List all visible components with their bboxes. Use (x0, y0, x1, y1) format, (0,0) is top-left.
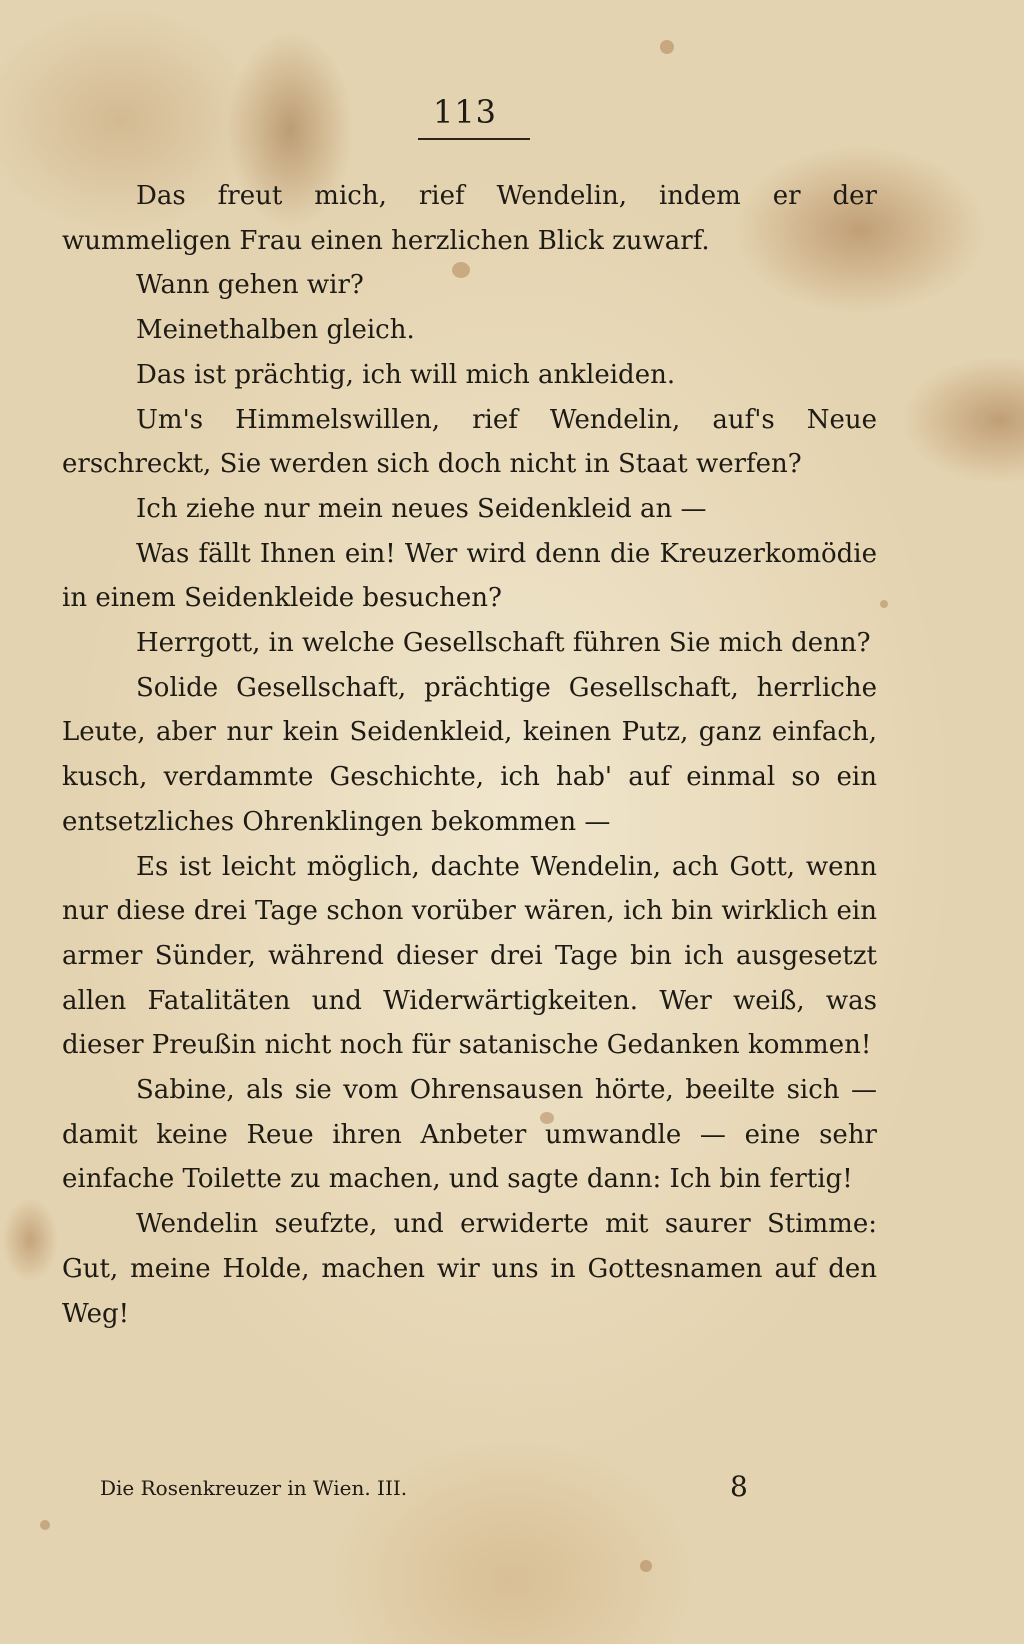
paragraph: Es ist leicht möglich, dachte Wendelin, ach Gott, wenn nur diese drei Tage schon vorüber wären, ich bin wirklich ein armer Sünder, während dieser drei Tage bin ich ausgesetzt allen Fatalitäten und Widerwärtigkeiten. Wer weiß, was dieser Preußin nicht noch für satanische Gedanken kommen! (62, 851, 877, 1061)
signature-mark: 8 (730, 1470, 748, 1503)
foxing-stain (880, 600, 888, 608)
header-rule (418, 138, 530, 140)
paragraph: Wann gehen wir? (136, 270, 364, 301)
paragraph: Sabine, als sie vom Ohrensausen hörte, beeilte sich — damit keine Reue ihren Anbeter umwandle — eine sehr einfache Toilette zu machen, und sagte dann: Ich bin fertig! (62, 1075, 877, 1195)
paragraph: Das ist prächtig, ich will mich ankleiden. (136, 359, 676, 390)
paragraph: Wendelin seufzte, und erwiderte mit saurer Stimme: Gut, meine Holde, machen wir uns in Gottesnamen auf den Weg! (62, 1209, 877, 1329)
foxing-stain (660, 40, 674, 54)
paragraph: Herrgott, in welche Gesellschaft führen Sie mich denn? (136, 628, 871, 659)
paragraph: Das freut mich, rief Wendelin, indem er der wummeligen Frau einen herzlichen Blick zuwarf. (62, 181, 877, 256)
paragraph: Meinethalben gleich. (136, 315, 415, 346)
foxing-stain (40, 1520, 50, 1530)
paragraph: Ich ziehe nur mein neues Seidenkleid an — (136, 493, 707, 524)
page-number: 113 (432, 93, 498, 131)
paragraph: Solide Gesellschaft, prächtige Gesellschaft, herrliche Leute, aber nur kein Seidenkleid, keinen Putz, ganz einfach, kusch, verdammte Geschichte, ich hab' auf einmal so ein entsetzliches Ohrenklingen bekommen — (62, 672, 877, 837)
paragraph: Um's Himmelswillen, rief Wendelin, auf's Neue erschreckt, Sie werden sich doch nicht in Staat werfen? (62, 404, 877, 480)
paragraph: Was fällt Ihnen ein! Wer wird denn die Kreuzerkomödie in einem Seidenkleide besuchen? (62, 538, 877, 614)
body-text (62, 174, 877, 1336)
footer-title: Die Rosenkreuzer in Wien. III. (100, 1476, 408, 1500)
foxing-stain (640, 1560, 652, 1572)
